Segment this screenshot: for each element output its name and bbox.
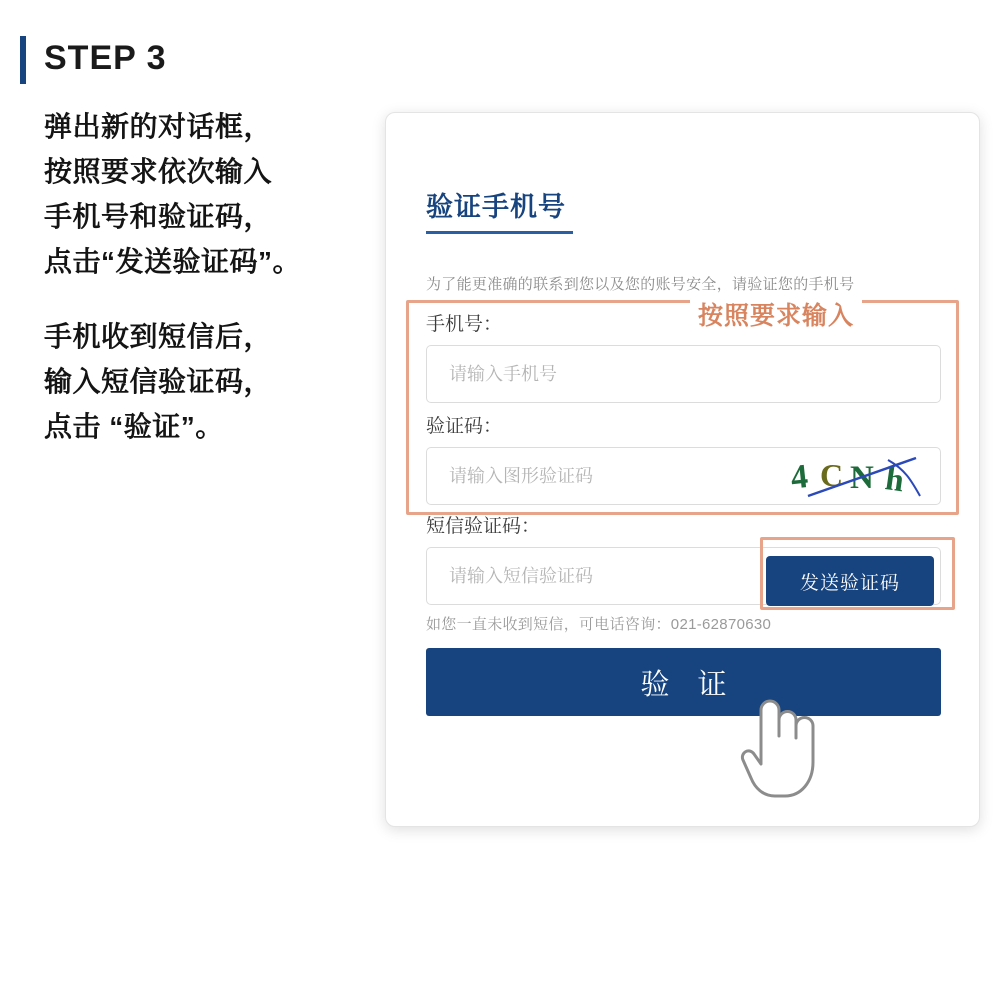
sms-input-placeholder: 请输入短信验证码 (449, 566, 593, 586)
svg-text:N: N (850, 460, 874, 496)
captcha-input-placeholder: 请输入图形验证码 (449, 466, 593, 486)
instructions-panel (20, 34, 360, 449)
instruction-line: 手机号和验证码， (44, 201, 273, 232)
phone-label: 手机号： (426, 314, 503, 335)
instruction-line: 点击“发送验证码”。 (44, 246, 302, 277)
dialog-title: 验证手机号 (426, 192, 566, 222)
phone-input[interactable] (426, 345, 941, 403)
step-accent-bar (20, 36, 26, 84)
send-code-button[interactable]: 发送验证码 (766, 556, 934, 606)
svg-text:C: C (820, 457, 844, 493)
step-header (20, 34, 360, 82)
dialog-title-underline (426, 231, 573, 234)
instruction-line: 弹出新的对话框， (44, 111, 273, 142)
instruction-line: 手机收到短信后， (44, 321, 273, 352)
verify-button[interactable]: 验 证 (426, 648, 941, 716)
sms-label: 短信验证码： (426, 516, 541, 537)
instruction-line: 按照要求依次输入 (44, 156, 273, 187)
phone-input-placeholder: 请输入手机号 (449, 364, 557, 384)
annotation-callout-label: 按照要求输入 (690, 296, 862, 332)
captcha-input[interactable] (426, 447, 941, 505)
svg-text:h: h (882, 461, 907, 500)
page-title: STEP 3 (44, 39, 167, 77)
instruction-line: 输入短信验证码， (44, 366, 273, 397)
paragraph-gap (44, 284, 360, 314)
svg-text:4: 4 (789, 458, 810, 497)
instruction-line: 点击 “验证”。 (44, 411, 224, 442)
instruction-text (20, 104, 360, 449)
support-hint: 如您一直未收到短信，可电话咨询：021-62870630 (426, 616, 772, 633)
captcha-label: 验证码： (426, 416, 503, 437)
dialog-subtitle: 为了能更准确的联系到您以及您的账号安全，请验证您的手机号 (426, 276, 855, 293)
verify-phone-dialog (385, 112, 980, 827)
captcha-image[interactable] (788, 452, 928, 502)
